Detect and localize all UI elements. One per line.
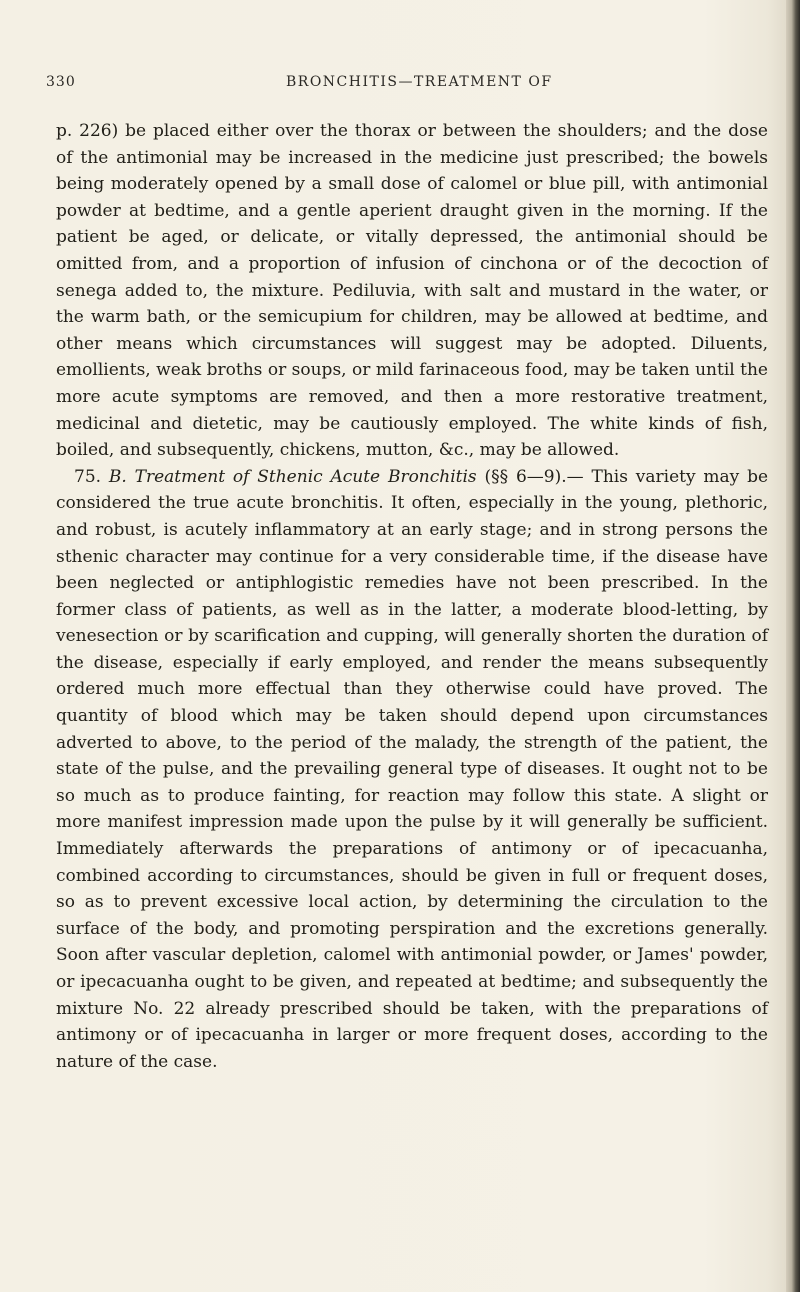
section-body: This variety may be considered the true acute bronchitis. It often, especially in the young, plethoric, and robust, is acutely inflammatory at an early stage; and in strong persons the sthenic character may continue for a very considerable time, if the disease have been neglected or antiphlogistic remedies have not been prescribed. In the former class of patients, as well as in the latter, a moderate blood-letting, by venesection or by scarification and cupping, will generally shorten the duration of the disease, especially if early employed, and render the means subsequently ordered much more effectual than they otherwise could have proved. The quantity of blood which may be taken should depend upon circumstances adverted to above, to the period of the malady, the strength of the patient, the state of the pulse, and the prevailing general type of diseases. It ought not to be so much as to produce fainting, for reaction may follow this state. A slight or more manifest impression made upon the pulse by it will generally be sufficient. Immediately afterwards the preparations of antimony or of ipecacuanha, combined according to circumstances, should be given in full or frequent doses, so as to prevent excessive local action, by determining the circulation to the surface of the body, and promoting perspiration and the excretions generally. Soon after vascular depletion, calomel with antimonial powder, or James' powder, or ipecacuanha ought to be given, and repeated at bedtime; and subsequently the mixture No. 22 already prescribed should be taken, with the preparations of antimony or of ipecacuanha in larger or more frequent doses, according to the nature of the case. bbox=[56, 466, 769, 1072]
page-number: 330 bbox=[46, 74, 76, 90]
section-heading: B. Treatment of Sthenic Acute Bronchitis bbox=[108, 466, 477, 487]
paragraph-continuation: p. 226) be placed either over the thorax or between the shoulders; and the dose of the antimonial may be increased in the medicine just prescribed; the bowels being moderately opened by a small dose of calomel or blue pill, with antimonial powder at bedtime, and a gentle aperient draught given in the morning. If the patient be aged, or delicate, or vitally depressed, the antimonial should be omitted from, and a proportion of infusion of cinchona or of the decoction of senega added to, the mixture. Pediluvia, with salt and mustard in the water, or the warm bath, or the semicupium for children, may be allowed at bedtime, and other means which circumstances will suggest may be adopted. Diluents, emollients, weak broths or soups, or mild farinaceous food, may be taken until the more acute symptoms are removed, and then a more restorative treatment, medicinal and dietetic, may be cautiously employed. The white kinds of fish, boiled, and subsequently, chickens, mutton, &c., may be allowed. bbox=[56, 121, 768, 461]
paragraph-section-75 bbox=[56, 464, 768, 1076]
running-head: BRONCHITIS—TREATMENT OF bbox=[286, 74, 553, 90]
section-references: (§§ 6—9).— bbox=[484, 466, 584, 487]
section-number: 75. bbox=[74, 466, 102, 487]
body-text bbox=[56, 118, 768, 1075]
page-header bbox=[46, 74, 766, 98]
page-edge-shadow bbox=[786, 0, 800, 1292]
